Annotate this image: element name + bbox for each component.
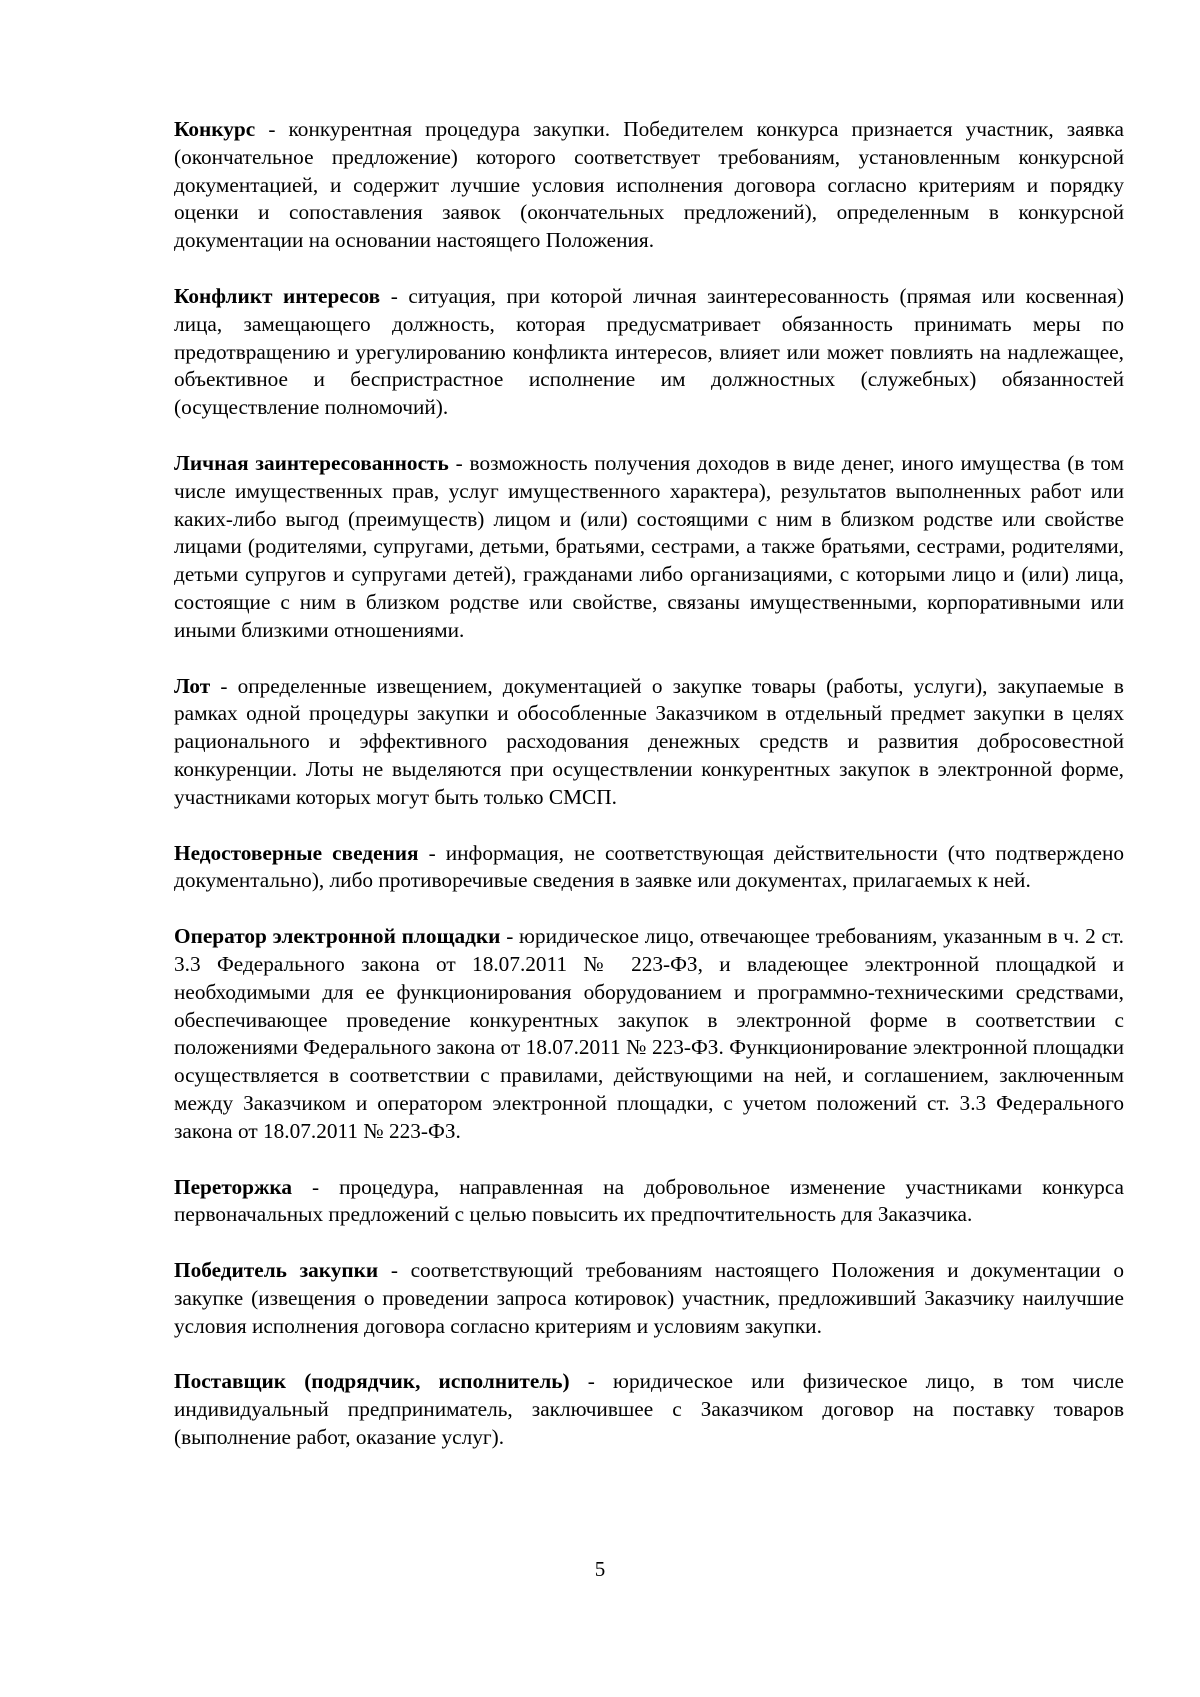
- definition-separator: -: [448, 450, 470, 475]
- definition-separator: -: [255, 117, 289, 141]
- definition-lichnaya-zainteresovannost: [174, 450, 1124, 645]
- definition-text: юридическое или физическое лицо, в том числе индивидуальный предприниматель, заключившее с Заказчиком договор на поставку товаров (выполнение работ, оказание услуг).: [174, 1369, 1124, 1450]
- definition-text: соответствующий требованиям настоящего Положения и документации о закупке (извещения о проведении запроса котировок) участник, предложивший Заказчику наилучшие условия исполнения договора согласно критериям и условиям закупки.: [174, 1258, 1124, 1338]
- definition-separator: -: [418, 840, 446, 865]
- definition-konflikt-interesov: [174, 283, 1124, 422]
- definition-separator: -: [210, 673, 238, 698]
- definitions-list: [174, 116, 1124, 1480]
- definition-peretorzhka: [174, 1174, 1124, 1230]
- definition-separator: -: [292, 1174, 340, 1199]
- definition-pobeditel-zakupki: [174, 1257, 1124, 1340]
- definition-separator: -: [378, 1258, 411, 1283]
- definition-separator: -: [380, 283, 409, 308]
- definition-konkurs: [174, 116, 1124, 255]
- definition-text: информация, не соответствующая действительности (что подтверждено документально), либо противоречивые сведения в заявке или документах, прилагаемых к ней.: [174, 840, 1124, 893]
- definition-term: Оператор электронной площадки: [174, 924, 501, 949]
- definition-operator-elektronnoy-ploshchadki: [174, 923, 1124, 1145]
- definition-separator: -: [500, 924, 520, 949]
- definition-term: Переторжка: [174, 1174, 293, 1199]
- definition-lot: [174, 673, 1124, 812]
- definition-term: Недостоверные сведения: [174, 840, 419, 865]
- definition-nedostovernye-svedeniya: [174, 840, 1124, 896]
- definition-text: процедура, направленная на добровольное изменение участниками конкурса первоначальных предложений с целью повысить их предпочтительность для Заказчика.: [174, 1174, 1124, 1227]
- definition-text: юридическое лицо, отвечающее требованиям, указанным в ч. 2 ст. 3.3 Федерального закона от 18.07.2011 № 223-ФЗ, и владеющее электронной площадкой и необходимыми для ее функционирования оборудованием и программно-техническими средствами, обеспечивающее проведение конкурентных закупок в электронной форме в соответствии с положениями Федерального закона от 18.07.2011 № 223-ФЗ. Функционирование электронной площадки осуществляется в соответствии с правилами, действующими на ней, и соглашением, заключенным между Заказчиком и оператором электронной площадки, с учетом положений ст. 3.3 Федерального закона от 18.07.2011 № 223-ФЗ.: [174, 924, 1124, 1143]
- definition-term: Конфликт интересов: [174, 283, 381, 308]
- definition-text: конкурентная процедура закупки. Победителем конкурса признается участник, заявка (окончательное предложение) которого соответствует требованиям, установленным конкурсной документацией, и содержит лучшие условия исполнения договора согласно критериям и порядку оценки и сопоставления заявок (окончательных предложений), определенным в конкурсной документации на основании настоящего Положения.: [174, 117, 1124, 253]
- definition-term: Поставщик (подрядчик, исполнитель): [174, 1369, 570, 1394]
- page-number: 5: [594, 1557, 606, 1581]
- definition-term: Конкурс: [174, 117, 256, 141]
- definition-separator: -: [569, 1369, 614, 1394]
- definition-term: Личная заинтересованность: [174, 450, 449, 475]
- definition-term: Лот: [174, 673, 211, 698]
- definition-text: возможность получения доходов в виде денег, иного имущества (в том числе имущественных прав, услуг имущественного характера), результатов выполненных работ или каких-либо выгод (преимуществ) лицом и (или) состоящими с ним в близком родстве или свойстве лицами (родителями, супругами, детьми, братьями, сестрами, а также братьями, сестрами, родителями, детьми супругов и супругами детей), гражданами либо организациями, с которыми лицо и (или) лица, состоящие с ним в близком родстве или свойстве, связаны имущественными, корпоративными или иными близкими отношениями.: [174, 450, 1124, 642]
- definition-text: определенные извещением, документацией о закупке товары (работы, услуги), закупаемые в рамках одной процедуры закупки и обособленные Заказчиком в отдельный предмет закупки в целях рационального и эффективного расходования денежных средств и развития добросовестной конкуренции. Лоты не выделяются при осуществлении конкурентных закупок в электронной форме, участниками которых могут быть только СМСП.: [174, 673, 1124, 809]
- definition-postavshchik: [174, 1368, 1124, 1451]
- definition-text: ситуация, при которой личная заинтересованность (прямая или косвенная) лица, замещающего должность, которая предусматривает обязанность принимать меры по предотвращению и урегулированию конфликта интересов, влияет или может повлиять на надлежащее, объективное и беспристрастное исполнение им должностных (служебных) обязанностей (осуществление полномочий).: [174, 283, 1124, 420]
- definition-term: Победитель закупки: [174, 1258, 379, 1283]
